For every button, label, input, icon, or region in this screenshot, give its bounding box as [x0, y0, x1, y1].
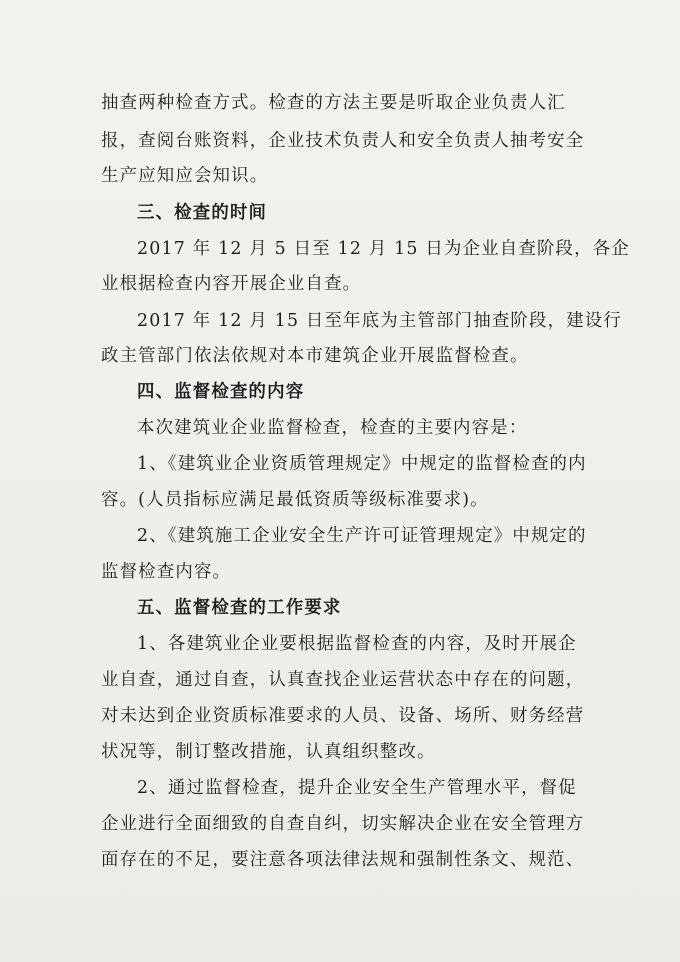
paragraph-line: 面存在的不足，要注意各项法律法规和强制性条文、规范、	[101, 850, 585, 870]
paragraph-line: 1、《建筑业企业资质管理规定》中规定的监督检查的内	[137, 454, 587, 474]
paragraph-line: 政主管部门依法依规对本市建筑企业开展监督检查。	[101, 346, 529, 366]
paragraph-line: 容。(人员指标应满足最低资质等级标准要求)。	[101, 490, 489, 510]
paragraph-line: 对未达到企业资质标准要求的人员、设备、场所、财务经营	[101, 706, 585, 726]
section-heading-5: 五、监督检查的工作要求	[137, 598, 342, 618]
paragraph-line: 2、《建筑施工企业安全生产许可证管理规定》中规定的	[137, 526, 587, 546]
section-heading-3: 三、检查的时间	[137, 203, 268, 223]
paragraph-line: 1、各建筑业企业要根据监督检查的内容，及时开展企	[137, 634, 577, 654]
paragraph-line: 报，查阅台账资料，企业技术负责人和安全负责人抽考安全	[101, 131, 585, 151]
section-heading-4: 四、监督检查的内容	[137, 382, 305, 402]
paragraph-line: 业根据检查内容开展企业自查。	[101, 274, 362, 294]
paragraph-line: 2017 年 12 月 5 日至 12 月 15 日为企业自查阶段，各企	[137, 239, 630, 259]
paragraph-line: 2017 年 12 月 15 日至年底为主管部门抽查阶段，建设行	[137, 311, 622, 331]
paragraph-line: 抽查两种检查方式。检查的方法主要是听取企业负责人汇	[101, 93, 566, 113]
paragraph-line: 企业进行全面细致的自查自纠，切实解决企业在安全管理方	[101, 814, 585, 834]
paragraph-line: 监督检查内容。	[101, 562, 232, 582]
paragraph-line: 状况等，制订整改措施，认真组织整改。	[101, 742, 436, 762]
paragraph-line: 2、通过监督检查，提升企业安全生产管理水平，督促	[137, 778, 577, 798]
paragraph-line: 业自查，通过自查，认真查找企业运营状态中存在的问题，	[101, 670, 585, 690]
paragraph-line: 本次建筑业企业监督检查，检查的主要内容是：	[137, 418, 528, 438]
paragraph-line: 生产应知应会知识。	[101, 166, 269, 186]
